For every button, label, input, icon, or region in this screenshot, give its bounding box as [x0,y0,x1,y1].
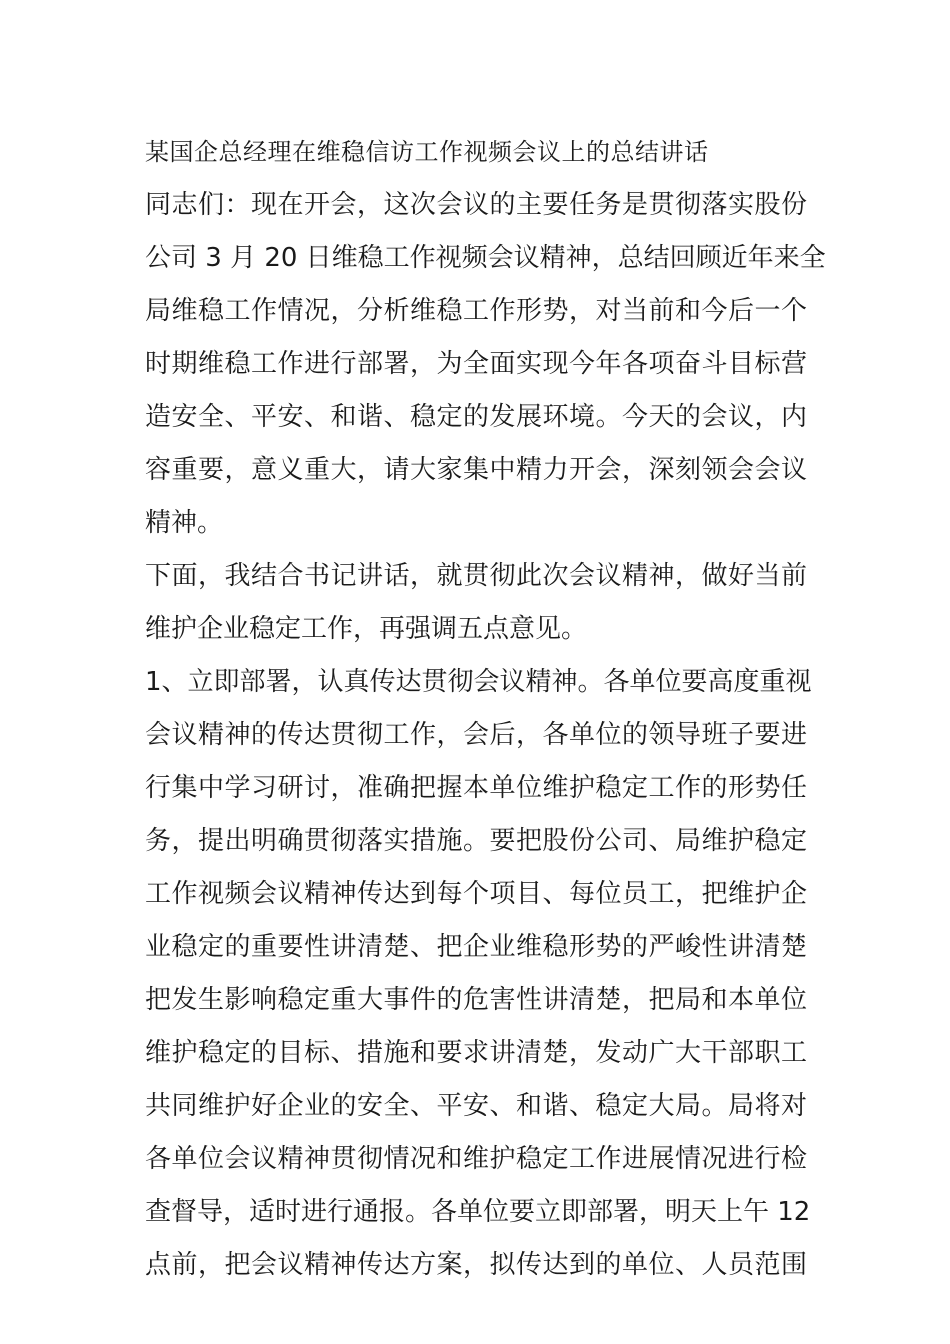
text-line: 各单位会议精神贯彻情况和维护稳定工作进展情况进行检 [145,1144,807,1174]
text-line: 行集中学习研讨，准确把握本单位维护稳定工作的形势任 [145,773,807,803]
text-line: 1、立即部署，认真传达贯彻会议精神。各单位要高度重视 [145,667,812,697]
text-line: 容重要，意义重大，请大家集中精力开会，深刻领会会议 [145,455,807,485]
text-line: 同志们：现在开会，这次会议的主要任务是贯彻落实股份 [145,190,807,220]
text-line: 会议精神的传达贯彻工作，会后，各单位的领导班子要进 [145,720,807,750]
text-line: 精神。 [145,508,224,538]
text-line: 工作视频会议精神传达到每个项目、每位员工，把维护企 [145,879,807,909]
text-line: 共同维护好企业的安全、平安、和谐、稳定大局。局将对 [145,1091,807,1121]
text-line: 公司 3 月 20 日维稳工作视频会议精神，总结回顾近年来全 [145,243,826,273]
document-title: 某国企总经理在维稳信访工作视频会议上的总结讲话 [145,138,709,166]
paragraph-opening [145,179,826,550]
text-line: 时期维稳工作进行部署，为全面实现今年各项奋斗目标营 [145,349,807,379]
text-line: 务，提出明确贯彻落实措施。要把股份公司、局维护稳定 [145,826,807,856]
text-line: 查督导，适时进行通报。各单位要立即部署，明天上午 12 [145,1197,811,1227]
text-line: 维护企业稳定工作，再强调五点意见。 [145,614,588,644]
text-line: 局维稳工作情况，分析维稳工作形势，对当前和今后一个 [145,296,807,326]
text-line: 把发生影响稳定重大事件的危害性讲清楚，把局和本单位 [145,985,807,1015]
text-line: 点前，把会议精神传达方案，拟传达到的单位、人员范围 [145,1250,807,1280]
paragraph-point-1 [145,656,812,1292]
text-line: 下面，我结合书记讲话，就贯彻此次会议精神，做好当前 [145,561,807,591]
text-line: 造安全、平安、和谐、稳定的发展环境。今天的会议，内 [145,402,807,432]
text-line: 维护稳定的目标、措施和要求讲清楚，发动广大干部职工 [145,1038,807,1068]
paragraph-intro [145,550,807,656]
document-body [145,128,826,1292]
text-line: 业稳定的重要性讲清楚、把企业维稳形势的严峻性讲清楚 [145,932,807,962]
